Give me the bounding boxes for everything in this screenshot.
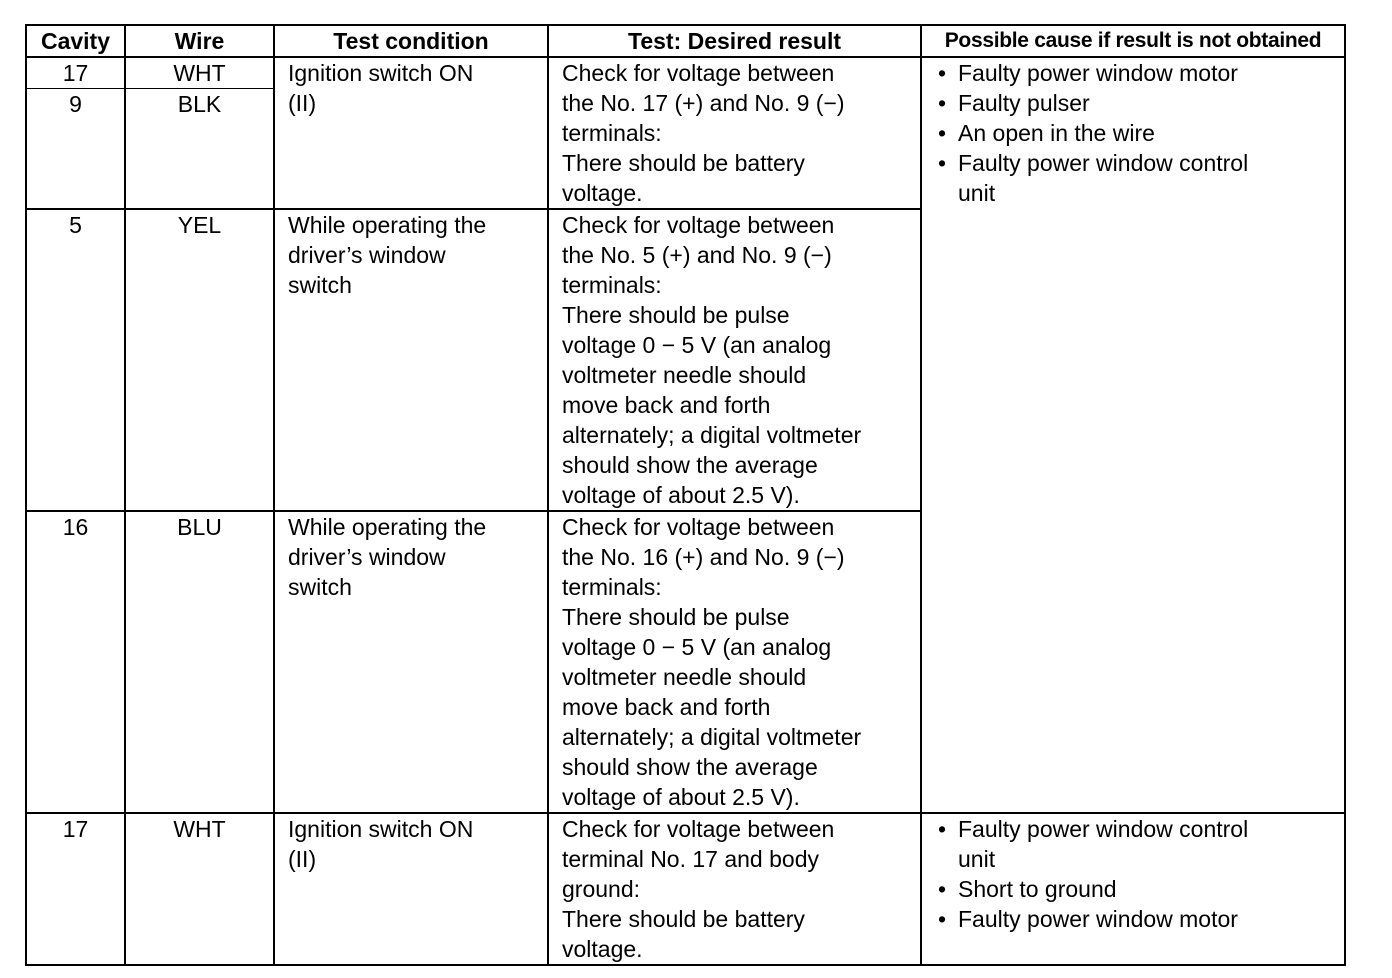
result-line: should show the average [562, 754, 818, 780]
condition-line: driver’s window [288, 544, 446, 570]
cause-item: • Faulty power window motor [936, 904, 1344, 934]
header-test-condition: Test condition [274, 25, 548, 57]
cause-list [922, 814, 1344, 934]
result-line: There should be battery [562, 906, 805, 932]
condition-line: (II) [288, 846, 317, 872]
desired-result-cell [548, 511, 921, 813]
wire-color: WHT [126, 58, 273, 89]
wire-cell [125, 57, 274, 209]
cavity-value: 17 [26, 813, 125, 965]
test-condition-cell [274, 57, 548, 209]
header-desired-result: Test: Desired result [548, 25, 921, 57]
possible-cause-cell [921, 813, 1345, 965]
header-wire: Wire [125, 25, 274, 57]
result-line: terminals: [562, 574, 662, 600]
result-line: There should be battery [562, 150, 805, 176]
result-line: voltmeter needle should [562, 664, 807, 690]
cavity-value: 17 [27, 58, 124, 89]
desired-result-cell [548, 813, 921, 965]
cause-item: • Short to ground [936, 874, 1344, 904]
result-line: voltage of about 2.5 V). [562, 482, 800, 508]
result-line: voltage of about 2.5 V). [562, 784, 800, 810]
condition-line: While operating the [288, 212, 487, 238]
wire-color: BLU [125, 511, 274, 813]
cause-item: • Faulty power window control unit [936, 148, 1288, 208]
condition-line: driver’s window [288, 242, 446, 268]
cavity-value: 9 [69, 91, 82, 117]
condition-line: switch [288, 574, 352, 600]
wire-color: BLK [177, 91, 222, 117]
result-line: move back and forth [562, 694, 771, 720]
result-line: the No. 5 (+) and No. 9 (−) [562, 242, 832, 268]
result-line: Check for voltage between [562, 816, 835, 842]
table-row [26, 57, 1345, 209]
condition-line: switch [288, 272, 352, 298]
result-line: terminals: [562, 272, 662, 298]
result-line: voltage. [562, 180, 643, 206]
result-line: voltage 0 − 5 V (an analog [562, 332, 832, 358]
cause-item: • Faulty power window motor [936, 58, 1344, 88]
result-line: There should be pulse [562, 302, 790, 328]
result-line: alternately; a digital voltmeter [562, 724, 862, 750]
result-line: terminal No. 17 and body [562, 846, 819, 872]
result-line: the No. 17 (+) and No. 9 (−) [562, 90, 845, 116]
possible-cause-cell [921, 57, 1345, 813]
result-line: move back and forth [562, 392, 771, 418]
result-line: terminals: [562, 120, 662, 146]
cause-list [922, 58, 1344, 208]
result-line: Check for voltage between [562, 212, 835, 238]
condition-line: Ignition switch ON [288, 816, 474, 842]
cavity-value: 5 [26, 209, 125, 511]
result-line: alternately; a digital voltmeter [562, 422, 862, 448]
condition-line: Ignition switch ON [288, 60, 474, 86]
header-row [26, 25, 1345, 57]
result-line: Check for voltage between [562, 60, 835, 86]
test-condition-cell [274, 813, 548, 965]
condition-line: (II) [288, 90, 317, 116]
result-line: There should be pulse [562, 604, 790, 630]
result-line: voltage 0 − 5 V (an analog [562, 634, 832, 660]
condition-line: While operating the [288, 514, 487, 540]
header-possible-cause: Possible cause if result is not obtained [921, 25, 1345, 57]
test-condition-cell [274, 511, 548, 813]
desired-result-cell [548, 209, 921, 511]
desired-result-cell [548, 57, 921, 209]
wire-color: YEL [125, 209, 274, 511]
result-line: voltmeter needle should [562, 362, 807, 388]
result-line: voltage. [562, 936, 643, 962]
table-row [26, 813, 1345, 965]
cause-item: • Faulty pulser [936, 88, 1344, 118]
test-table-sheet [25, 24, 1344, 962]
wire-color: WHT [125, 813, 274, 965]
cavity-cell [26, 57, 125, 209]
cause-item: • An open in the wire [936, 118, 1344, 148]
cause-item: • Faulty power window control unit [936, 814, 1288, 874]
result-line: Check for voltage between [562, 514, 835, 540]
result-line: ground: [562, 876, 641, 902]
result-line: should show the average [562, 452, 818, 478]
test-condition-cell [274, 209, 548, 511]
cavity-value: 16 [26, 511, 125, 813]
header-cavity: Cavity [26, 25, 125, 57]
result-line: the No. 16 (+) and No. 9 (−) [562, 544, 845, 570]
power-window-test-table [25, 24, 1346, 966]
